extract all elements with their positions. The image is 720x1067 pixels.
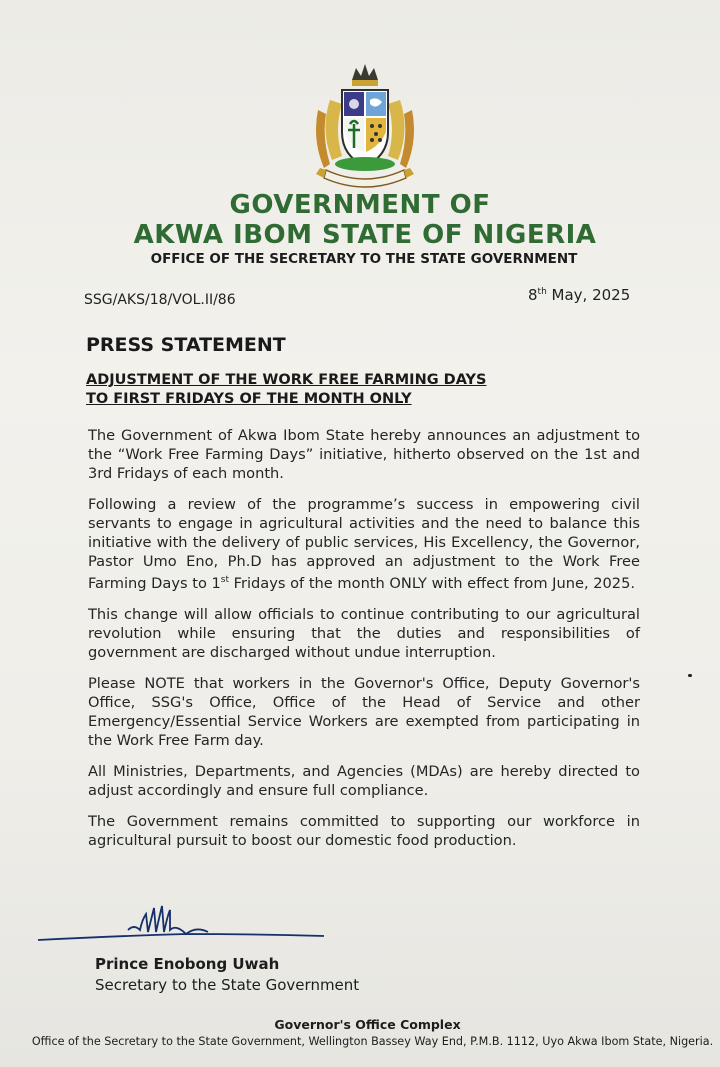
reference-number: SSG/AKS/18/VOL.II/86 [84, 292, 236, 308]
paragraph-5: All Ministries, Departments, and Agencies (MDAs) are hereby directed to adjust accordingly and ensure full compliance. [88, 762, 640, 799]
document-heading: PRESS STATEMENT [86, 334, 286, 356]
paragraph-6: The Government remains committed to supporting our workforce in agricultural pursuit to boost our domestic food production. [88, 812, 640, 849]
letterhead-office: OFFICE OF THE SECRETARY TO THE STATE GOVERNMENT [150, 251, 578, 267]
signature-icon [36, 900, 326, 950]
footer-complex: Governor's Office Complex [274, 1017, 461, 1032]
paragraph-1: The Government of Akwa Ibom State hereby announces an adjustment to the “Work Free Farming Days” initiative, hitherto observed on the 1st and 3rd Fridays of each month. [88, 427, 640, 482]
subject-line: ADJUSTMENT OF THE WORK FREE FARMING DAYS TO FIRST FRIDAYS OF THE MONTH ONLY [86, 372, 487, 407]
signatory-title: Secretary to the State Government [95, 976, 360, 994]
coat-of-arms-icon [310, 60, 420, 190]
signatory-name: Prince Enobong Uwah [95, 955, 280, 973]
paragraph-4: Please NOTE that workers in the Governor's Office, Deputy Governor's Office, SSG's Office, Office of the Head of Service and other Emergency/Essential Service Workers are exempted from participating in the Work Free Farm day. [88, 674, 640, 749]
ink-mark [688, 674, 692, 677]
letterhead-line-1: GOVERNMENT OF [229, 190, 491, 220]
paragraph-3: This change will allow officials to continue contributing to our agricultural revolution while ensuring that the duties and responsibilities of government are discharged without undue interruption. [88, 605, 640, 661]
letter-body [88, 426, 640, 862]
paragraph-2: Following a review of the programme’s success in empowering civil servants to engage in agricultural activities and the need to balance this initiative with the delivery of public services, His Excellency, the Governor, Pastor Umo Eno, Ph.D has approved an adjustment to the Work Free Farming Days to 1st Fridays of the month ONLY with effect from June, 2025. [88, 496, 640, 592]
letterhead-line-2: AKWA IBOM STATE OF NIGERIA [133, 220, 597, 250]
letter-date: 8th May, 2025 [528, 286, 631, 304]
footer-address: Office of the Secretary to the State Government, Wellington Bassey Way End, P.M.B. 1112, Uyo Akwa Ibom State, Nigeria. [31, 1035, 714, 1048]
